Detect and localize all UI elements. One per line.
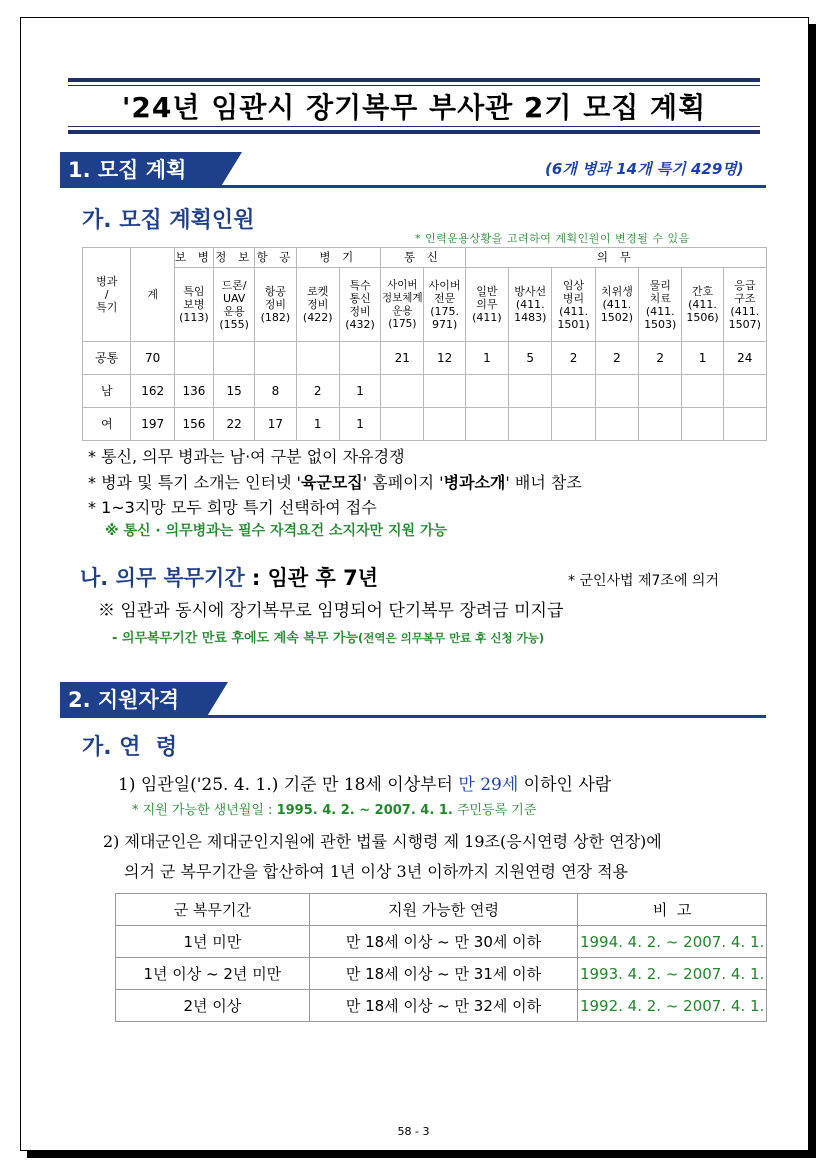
cell bbox=[424, 408, 465, 441]
col-header-branch: 병과 / 특기 bbox=[83, 248, 131, 342]
specialty-header: 임상 병리 (411. 1501) bbox=[552, 268, 595, 342]
specialty-header: 방사선 (411. 1483) bbox=[509, 268, 552, 342]
specialty-header: 항공 정비 (182) bbox=[255, 268, 296, 342]
cell: 1992. 4. 2. ~ 2007. 4. 1. bbox=[578, 990, 767, 1022]
military-law-reference: * 군인사법 제7조에 의거 bbox=[568, 573, 719, 589]
col-header-total: 계 bbox=[131, 248, 174, 342]
cell bbox=[723, 408, 766, 441]
cell: 5 bbox=[509, 342, 552, 375]
specialty-header: 특수 통신 정비 (432) bbox=[339, 268, 380, 342]
bullet-free-competition: * 통신, 의무 병과는 남·여 구분 없이 자유경쟁 bbox=[88, 447, 405, 466]
bullet-preference: * 1~3지망 모두 희망 특기 선택하여 접수 bbox=[88, 498, 377, 517]
specialty-header: 간호 (411. 1506) bbox=[682, 268, 723, 342]
section-2-header bbox=[60, 682, 766, 718]
specialty-header: 특임 보병 (113) bbox=[174, 268, 213, 342]
cell: 1994. 4. 2. ~ 2007. 4. 1. bbox=[578, 926, 767, 958]
bullet-branch-intro: * 병과 및 특기 소개는 인터넷 '육군모집' 홈페이지 '병과소개' 배너 참조 bbox=[88, 473, 582, 492]
cell: 156 bbox=[174, 408, 213, 441]
cell bbox=[424, 375, 465, 408]
table-row bbox=[83, 375, 767, 408]
cell bbox=[339, 342, 380, 375]
cell: 21 bbox=[381, 342, 424, 375]
cell: 70 bbox=[131, 342, 174, 375]
group-header: 정 보 bbox=[214, 248, 255, 268]
age-extension-table bbox=[115, 893, 767, 1022]
cell bbox=[682, 408, 723, 441]
birthdate-range-note: * 지원 가능한 생년월일 : 1995. 4. 2. ~ 2007. 4. 1. 주민등록 기준 bbox=[132, 803, 537, 818]
specialty-header: 로켓 정비 (422) bbox=[296, 268, 339, 342]
cell: 24 bbox=[723, 342, 766, 375]
no-incentive-note: ※ 임관과 동시에 장기복무로 임명되어 단기복무 장려금 미지급 bbox=[98, 601, 564, 621]
cell: 2 bbox=[552, 342, 595, 375]
age-item-2-line-1: 2) 제대군인은 제대군인지원에 관한 법률 시행령 제 19조(응시연령 상한 연장)에 bbox=[103, 832, 662, 851]
cell: 1 bbox=[682, 342, 723, 375]
cell bbox=[682, 375, 723, 408]
document-title-box bbox=[68, 78, 760, 134]
col-header-remarks: 비 고 bbox=[578, 894, 767, 926]
cell bbox=[465, 408, 508, 441]
cell: 1 bbox=[339, 408, 380, 441]
cell: 15 bbox=[214, 375, 255, 408]
section-1-summary: (6개 병과 14개 특기 429명) bbox=[545, 160, 744, 178]
section-1-label: 1. 모집 계획 bbox=[60, 152, 220, 188]
plan-change-note: * 인력운용상황을 고려하여 계획인원이 변경될 수 있음 bbox=[415, 232, 690, 245]
cell: 136 bbox=[174, 375, 213, 408]
cell: 만 18세 이상 ~ 만 31세 이하 bbox=[309, 958, 578, 990]
recruitment-plan-table bbox=[82, 247, 767, 441]
specialty-header: 드론/ UAV 운용 (155) bbox=[214, 268, 255, 342]
group-header: 보 병 bbox=[174, 248, 213, 268]
cell: 162 bbox=[131, 375, 174, 408]
document-title: '24년 임관시 장기복무 부사관 2기 모집 계획 bbox=[121, 91, 707, 124]
cell bbox=[595, 375, 638, 408]
continued-service-note: - 의무복무기간 만료 후에도 계속 복무 가능(전역은 의무복무 만료 후 신청 가능) bbox=[112, 631, 545, 646]
cell bbox=[381, 375, 424, 408]
cell bbox=[509, 375, 552, 408]
cell bbox=[214, 342, 255, 375]
cell bbox=[465, 375, 508, 408]
page-number: 58 - 3 bbox=[397, 1125, 430, 1138]
cell bbox=[595, 408, 638, 441]
age-item-2-line-2: 의거 군 복무기간을 합산하여 1년 이상 3년 이하까지 지원연령 연장 적용 bbox=[124, 862, 628, 881]
cell: 197 bbox=[131, 408, 174, 441]
cell: 2 bbox=[639, 342, 682, 375]
cell: 1 bbox=[465, 342, 508, 375]
cell bbox=[381, 408, 424, 441]
cell: 1년 미만 bbox=[116, 926, 310, 958]
cell: 만 18세 이상 ~ 만 30세 이하 bbox=[309, 926, 578, 958]
specialty-header: 사이버 정보체계 운용 (175) bbox=[381, 268, 424, 342]
cell: 2 bbox=[296, 375, 339, 408]
cell: 2년 이상 bbox=[116, 990, 310, 1022]
specialty-header: 물리 치료 (411. 1503) bbox=[639, 268, 682, 342]
section-2-label: 2. 지원자격 bbox=[60, 682, 206, 718]
group-header: 의 무 bbox=[465, 248, 766, 268]
specialty-header: 응급 구조 (411. 1507) bbox=[723, 268, 766, 342]
cell bbox=[639, 408, 682, 441]
table-row bbox=[116, 926, 767, 958]
cell: 1993. 4. 2. ~ 2007. 4. 1. bbox=[578, 958, 767, 990]
cell: 2 bbox=[595, 342, 638, 375]
cell bbox=[552, 375, 595, 408]
cell bbox=[509, 408, 552, 441]
group-header: 병 기 bbox=[296, 248, 381, 268]
age-item-1: 1) 임관일('25. 4. 1.) 기준 만 18세 이상부터 만 29세 이하인 사람 bbox=[118, 775, 612, 795]
row-label: 여 bbox=[83, 408, 131, 441]
table-header-row bbox=[116, 894, 767, 926]
table-row bbox=[116, 958, 767, 990]
table-row bbox=[83, 408, 767, 441]
group-header: 항 공 bbox=[255, 248, 296, 268]
cell: 만 18세 이상 ~ 만 32세 이하 bbox=[309, 990, 578, 1022]
group-header: 통 신 bbox=[381, 248, 466, 268]
cell: 1 bbox=[296, 408, 339, 441]
col-header-eligible-age: 지원 가능한 연령 bbox=[309, 894, 578, 926]
cell: 17 bbox=[255, 408, 296, 441]
table-row bbox=[83, 342, 767, 375]
subsection-1a-heading: 가. 모집 계획인원 bbox=[82, 208, 255, 233]
cell bbox=[639, 375, 682, 408]
specialty-header: 사이버 전문 (175. 971) bbox=[424, 268, 465, 342]
cell bbox=[296, 342, 339, 375]
cell: 1 bbox=[339, 375, 380, 408]
cell: 22 bbox=[214, 408, 255, 441]
row-label: 공통 bbox=[83, 342, 131, 375]
subsection-2a-heading: 가. 연 령 bbox=[82, 735, 178, 760]
green-requirement-note: ※ 통신 · 의무병과는 필수 자격요건 소지자만 지원 가능 bbox=[105, 523, 447, 539]
cell bbox=[723, 375, 766, 408]
col-header-service-period: 군 복무기간 bbox=[116, 894, 310, 926]
specialty-header: 일반 의무 (411) bbox=[465, 268, 508, 342]
cell: 8 bbox=[255, 375, 296, 408]
cell bbox=[174, 342, 213, 375]
specialty-header: 치위생 (411. 1502) bbox=[595, 268, 638, 342]
table-row bbox=[116, 990, 767, 1022]
cell bbox=[255, 342, 296, 375]
cell: 12 bbox=[424, 342, 465, 375]
subsection-1b-heading: 나. 의무 복무기간 : 임관 후 7년 bbox=[80, 566, 379, 590]
row-label: 남 bbox=[83, 375, 131, 408]
cell: 1년 이상 ~ 2년 미만 bbox=[116, 958, 310, 990]
cell bbox=[552, 408, 595, 441]
